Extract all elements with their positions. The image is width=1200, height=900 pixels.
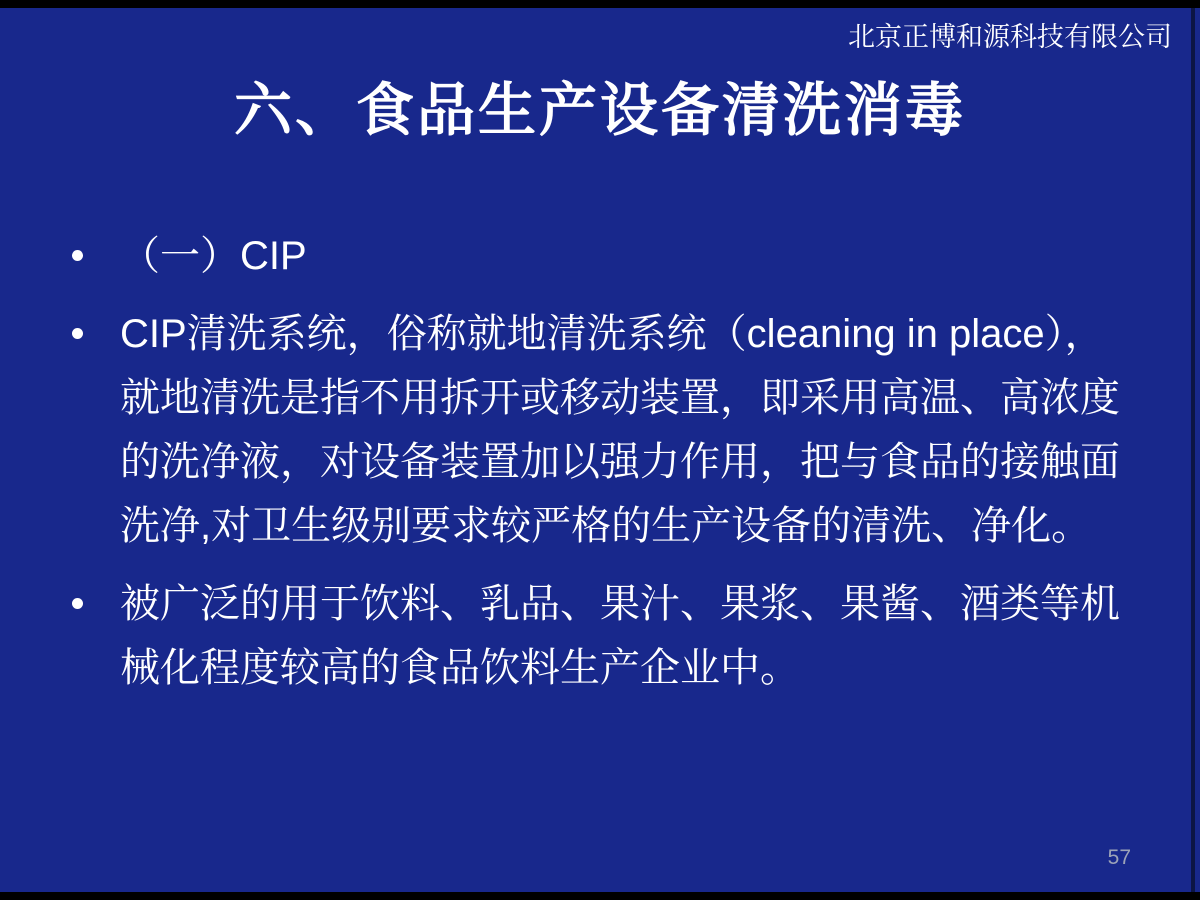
page-number: 57 xyxy=(1107,846,1131,869)
letterbox-bottom xyxy=(0,892,1200,900)
bullet-icon xyxy=(72,328,83,339)
bullet-icon xyxy=(72,250,83,261)
slide xyxy=(0,8,1200,892)
bullet-item xyxy=(72,572,1138,700)
letterbox-top xyxy=(0,0,1200,8)
company-name: 北京正博和源科技有限公司 xyxy=(848,22,1172,52)
slide-title: 六、食品生产设备清洗消毒 xyxy=(233,78,966,143)
bullet-list xyxy=(72,224,1138,714)
bullet-item xyxy=(72,224,1138,288)
bullet-text: （一）CIP xyxy=(120,234,307,278)
bullet-text: CIP清洗系统，俗称就地清洗系统（cleaning in place），就地清洗是指不用拆开或移动装置，即采用高温、高浓度的洗净液，对设备装置加以强力作用，把与食品的接触面洗净,对卫生级别要求较严格的生产设备的清洗、净化。 xyxy=(120,312,1120,548)
bullet-text: 被广泛的用于饮料、乳品、果汁、果浆、果酱、酒类等机械化程度较高的食品饮料生产企业中。 xyxy=(120,582,1120,690)
bullet-icon xyxy=(72,598,83,609)
bullet-item xyxy=(72,302,1138,558)
